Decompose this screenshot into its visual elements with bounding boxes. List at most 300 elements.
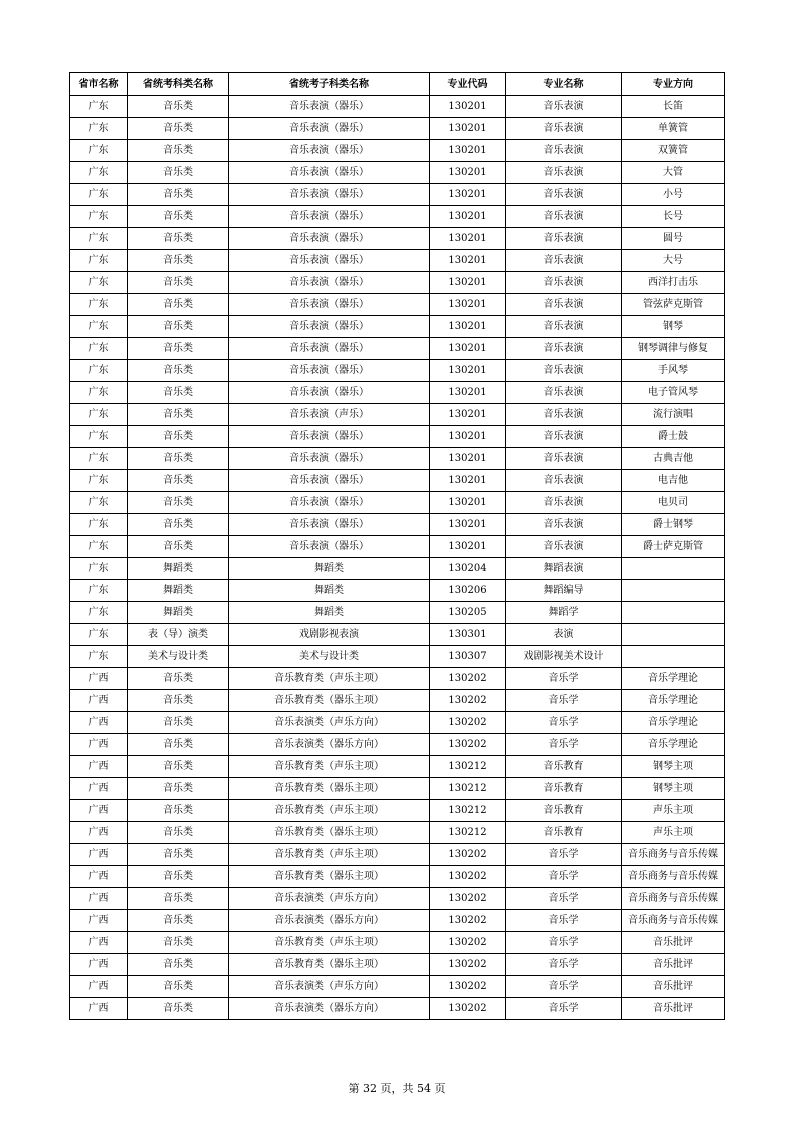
major-code-cell: 130202	[430, 712, 506, 734]
major-direction-cell: 声乐主项	[622, 800, 725, 822]
category-cell: 音乐类	[128, 822, 229, 844]
category-cell: 音乐类	[128, 734, 229, 756]
subcategory-cell: 音乐教育类（器乐主项）	[229, 690, 430, 712]
subcategory-cell: 音乐表演（器乐）	[229, 382, 430, 404]
subcategory-cell: 音乐表演（器乐）	[229, 492, 430, 514]
major-direction-cell: 管弦萨克斯管	[622, 294, 725, 316]
province-cell: 广东	[70, 272, 128, 294]
category-cell: 音乐类	[128, 96, 229, 118]
major-code-cell: 130212	[430, 756, 506, 778]
major-direction-cell: 音乐批评	[622, 932, 725, 954]
category-cell: 音乐类	[128, 382, 229, 404]
table-row	[70, 448, 725, 470]
major-code-cell: 130201	[430, 140, 506, 162]
major-code-cell: 130201	[430, 228, 506, 250]
col-header-major-code: 专业代码	[430, 73, 506, 96]
subcategory-cell: 音乐表演类（器乐方向）	[229, 910, 430, 932]
subcategory-cell: 音乐表演（器乐）	[229, 470, 430, 492]
major-code-cell: 130202	[430, 954, 506, 976]
province-cell: 广西	[70, 690, 128, 712]
table-row	[70, 888, 725, 910]
major-direction-cell: 音乐商务与音乐传媒	[622, 888, 725, 910]
table-row	[70, 184, 725, 206]
category-cell: 音乐类	[128, 448, 229, 470]
major-direction-cell: 音乐商务与音乐传媒	[622, 866, 725, 888]
major-code-cell: 130202	[430, 932, 506, 954]
major-direction-cell	[622, 602, 725, 624]
province-cell: 广东	[70, 558, 128, 580]
major-name-cell: 音乐表演	[506, 118, 622, 140]
subcategory-cell: 音乐表演（器乐）	[229, 294, 430, 316]
province-cell: 广西	[70, 756, 128, 778]
category-cell: 音乐类	[128, 118, 229, 140]
table-row	[70, 118, 725, 140]
province-cell: 广西	[70, 976, 128, 998]
province-cell: 广东	[70, 162, 128, 184]
subcategory-cell: 音乐表演（器乐）	[229, 228, 430, 250]
major-name-cell: 表演	[506, 624, 622, 646]
major-direction-cell: 钢琴	[622, 316, 725, 338]
category-cell: 舞蹈类	[128, 580, 229, 602]
major-code-cell: 130202	[430, 734, 506, 756]
major-name-cell: 音乐学	[506, 976, 622, 998]
subcategory-cell: 音乐教育类（声乐主项）	[229, 800, 430, 822]
major-name-cell: 音乐表演	[506, 470, 622, 492]
major-name-cell: 音乐表演	[506, 426, 622, 448]
table-row	[70, 492, 725, 514]
major-code-cell: 130212	[430, 822, 506, 844]
table-row	[70, 250, 725, 272]
province-cell: 广东	[70, 140, 128, 162]
table-row	[70, 976, 725, 998]
major-direction-cell: 电吉他	[622, 470, 725, 492]
category-cell: 音乐类	[128, 756, 229, 778]
province-cell: 广西	[70, 668, 128, 690]
major-name-cell: 音乐学	[506, 844, 622, 866]
major-code-cell: 130201	[430, 206, 506, 228]
major-name-cell: 舞蹈学	[506, 602, 622, 624]
major-name-cell: 音乐教育	[506, 778, 622, 800]
table-row	[70, 206, 725, 228]
table-row	[70, 690, 725, 712]
table-row	[70, 338, 725, 360]
table-body	[70, 96, 725, 1020]
major-direction-cell: 音乐学理论	[622, 690, 725, 712]
province-cell: 广西	[70, 888, 128, 910]
province-cell: 广西	[70, 712, 128, 734]
major-direction-cell: 爵士钢琴	[622, 514, 725, 536]
table-row	[70, 646, 725, 668]
province-cell: 广东	[70, 536, 128, 558]
category-cell: 音乐类	[128, 910, 229, 932]
category-cell: 音乐类	[128, 954, 229, 976]
major-code-cell: 130202	[430, 888, 506, 910]
table-row	[70, 162, 725, 184]
table-row	[70, 932, 725, 954]
subcategory-cell: 音乐表演类（器乐方向）	[229, 734, 430, 756]
province-cell: 广西	[70, 822, 128, 844]
major-code-cell: 130201	[430, 338, 506, 360]
province-cell: 广西	[70, 800, 128, 822]
major-code-cell: 130301	[430, 624, 506, 646]
category-cell: 舞蹈类	[128, 558, 229, 580]
major-code-cell: 130201	[430, 272, 506, 294]
major-code-cell: 130202	[430, 844, 506, 866]
major-code-cell: 130201	[430, 96, 506, 118]
col-header-subcategory: 省统考子科类名称	[229, 73, 430, 96]
province-cell: 广西	[70, 998, 128, 1020]
major-direction-cell: 音乐批评	[622, 954, 725, 976]
major-direction-cell: 大管	[622, 162, 725, 184]
major-name-cell: 音乐表演	[506, 96, 622, 118]
subcategory-cell: 音乐表演（器乐）	[229, 360, 430, 382]
province-cell: 广东	[70, 184, 128, 206]
major-name-cell: 音乐表演	[506, 382, 622, 404]
major-direction-cell: 音乐商务与音乐传媒	[622, 844, 725, 866]
subcategory-cell: 音乐教育类（声乐主项）	[229, 932, 430, 954]
major-direction-cell	[622, 646, 725, 668]
province-cell: 广东	[70, 316, 128, 338]
major-name-cell: 音乐学	[506, 712, 622, 734]
major-direction-cell: 钢琴主项	[622, 778, 725, 800]
province-cell: 广东	[70, 96, 128, 118]
subcategory-cell: 舞蹈类	[229, 558, 430, 580]
major-direction-cell: 音乐学理论	[622, 668, 725, 690]
table-header-row	[70, 73, 725, 96]
major-name-cell: 音乐表演	[506, 228, 622, 250]
major-code-cell: 130201	[430, 492, 506, 514]
province-cell: 广东	[70, 118, 128, 140]
table-row	[70, 800, 725, 822]
table-row	[70, 272, 725, 294]
major-name-cell: 音乐表演	[506, 360, 622, 382]
table-row	[70, 954, 725, 976]
table-row	[70, 734, 725, 756]
subcategory-cell: 音乐表演（器乐）	[229, 162, 430, 184]
province-cell: 广东	[70, 294, 128, 316]
category-cell: 美术与设计类	[128, 646, 229, 668]
table-row	[70, 756, 725, 778]
category-cell: 音乐类	[128, 800, 229, 822]
major-name-cell: 音乐表演	[506, 536, 622, 558]
province-cell: 广东	[70, 228, 128, 250]
major-direction-cell: 长笛	[622, 96, 725, 118]
major-code-cell: 130201	[430, 426, 506, 448]
category-cell: 音乐类	[128, 206, 229, 228]
subcategory-cell: 音乐教育类（声乐主项）	[229, 668, 430, 690]
col-header-category: 省统考科类名称	[128, 73, 229, 96]
province-cell: 广东	[70, 426, 128, 448]
major-direction-cell	[622, 580, 725, 602]
table-row	[70, 998, 725, 1020]
table-row	[70, 140, 725, 162]
table-row	[70, 294, 725, 316]
table-row	[70, 580, 725, 602]
category-cell: 音乐类	[128, 162, 229, 184]
subcategory-cell: 音乐表演类（器乐方向）	[229, 998, 430, 1020]
major-direction-cell: 大号	[622, 250, 725, 272]
province-cell: 广东	[70, 470, 128, 492]
table-row	[70, 426, 725, 448]
subcategory-cell: 音乐表演（器乐）	[229, 184, 430, 206]
major-name-cell: 音乐表演	[506, 184, 622, 206]
table-row	[70, 316, 725, 338]
subcategory-cell: 音乐表演类（声乐方向）	[229, 976, 430, 998]
table-row	[70, 822, 725, 844]
major-name-cell: 音乐教育	[506, 756, 622, 778]
major-name-cell: 音乐学	[506, 910, 622, 932]
table-row	[70, 536, 725, 558]
category-cell: 表（导）演类	[128, 624, 229, 646]
major-code-cell: 130201	[430, 162, 506, 184]
subcategory-cell: 音乐表演（器乐）	[229, 118, 430, 140]
subcategory-cell: 音乐表演（器乐）	[229, 448, 430, 470]
major-direction-cell: 音乐批评	[622, 976, 725, 998]
category-cell: 音乐类	[128, 514, 229, 536]
province-cell: 广东	[70, 206, 128, 228]
province-cell: 广东	[70, 624, 128, 646]
table-row	[70, 624, 725, 646]
category-cell: 音乐类	[128, 712, 229, 734]
major-name-cell: 音乐表演	[506, 206, 622, 228]
major-name-cell: 音乐表演	[506, 294, 622, 316]
major-code-cell: 130201	[430, 382, 506, 404]
major-code-cell: 130202	[430, 690, 506, 712]
major-code-cell: 130206	[430, 580, 506, 602]
major-name-cell: 音乐学	[506, 888, 622, 910]
major-direction-cell: 音乐学理论	[622, 734, 725, 756]
major-name-cell: 音乐学	[506, 866, 622, 888]
major-direction-cell: 圆号	[622, 228, 725, 250]
major-code-cell: 130201	[430, 360, 506, 382]
major-code-cell: 130202	[430, 976, 506, 998]
province-cell: 广东	[70, 338, 128, 360]
major-direction-cell: 爵士萨克斯管	[622, 536, 725, 558]
major-name-cell: 音乐学	[506, 998, 622, 1020]
major-code-cell: 130201	[430, 404, 506, 426]
major-direction-cell: 音乐学理论	[622, 712, 725, 734]
major-name-cell: 音乐教育	[506, 822, 622, 844]
table-row	[70, 602, 725, 624]
major-name-cell: 音乐表演	[506, 272, 622, 294]
major-name-cell: 音乐表演	[506, 338, 622, 360]
category-cell: 音乐类	[128, 536, 229, 558]
province-cell: 广西	[70, 844, 128, 866]
major-name-cell: 舞蹈表演	[506, 558, 622, 580]
major-direction-cell: 西洋打击乐	[622, 272, 725, 294]
category-cell: 音乐类	[128, 338, 229, 360]
category-cell: 音乐类	[128, 888, 229, 910]
subcategory-cell: 音乐表演类（声乐方向）	[229, 888, 430, 910]
subcategory-cell: 音乐表演（器乐）	[229, 338, 430, 360]
subcategory-cell: 音乐表演类（声乐方向）	[229, 712, 430, 734]
major-code-cell: 130212	[430, 778, 506, 800]
province-cell: 广东	[70, 602, 128, 624]
major-code-cell: 130201	[430, 536, 506, 558]
major-code-cell: 130202	[430, 998, 506, 1020]
category-cell: 音乐类	[128, 470, 229, 492]
category-cell: 音乐类	[128, 668, 229, 690]
major-direction-cell: 钢琴主项	[622, 756, 725, 778]
subcategory-cell: 音乐表演（器乐）	[229, 536, 430, 558]
major-direction-cell: 小号	[622, 184, 725, 206]
table-row	[70, 514, 725, 536]
table-row	[70, 866, 725, 888]
table-row	[70, 404, 725, 426]
category-cell: 音乐类	[128, 360, 229, 382]
category-cell: 音乐类	[128, 844, 229, 866]
major-name-cell: 音乐教育	[506, 800, 622, 822]
province-cell: 广东	[70, 492, 128, 514]
major-name-cell: 音乐表演	[506, 316, 622, 338]
category-cell: 音乐类	[128, 316, 229, 338]
category-cell: 音乐类	[128, 998, 229, 1020]
subcategory-cell: 音乐表演（器乐）	[229, 250, 430, 272]
major-direction-cell: 单簧管	[622, 118, 725, 140]
major-direction-cell: 爵士鼓	[622, 426, 725, 448]
major-direction-cell: 流行演唱	[622, 404, 725, 426]
category-cell: 音乐类	[128, 492, 229, 514]
province-cell: 广西	[70, 734, 128, 756]
major-code-cell: 130201	[430, 118, 506, 140]
major-direction-cell: 长号	[622, 206, 725, 228]
province-cell: 广西	[70, 866, 128, 888]
major-direction-cell: 声乐主项	[622, 822, 725, 844]
province-cell: 广西	[70, 778, 128, 800]
province-cell: 广东	[70, 646, 128, 668]
major-code-cell: 130205	[430, 602, 506, 624]
major-direction-cell: 双簧管	[622, 140, 725, 162]
province-cell: 广西	[70, 932, 128, 954]
table-row	[70, 96, 725, 118]
major-code-cell: 130202	[430, 866, 506, 888]
table-row	[70, 470, 725, 492]
subcategory-cell: 戏剧影视表演	[229, 624, 430, 646]
category-cell: 音乐类	[128, 426, 229, 448]
category-cell: 音乐类	[128, 272, 229, 294]
subcategory-cell: 音乐教育类（声乐主项）	[229, 756, 430, 778]
subcategory-cell: 音乐表演（器乐）	[229, 206, 430, 228]
province-cell: 广西	[70, 954, 128, 976]
province-cell: 广东	[70, 514, 128, 536]
major-name-cell: 舞蹈编导	[506, 580, 622, 602]
table-row	[70, 712, 725, 734]
major-code-cell: 130201	[430, 316, 506, 338]
province-cell: 广东	[70, 404, 128, 426]
subcategory-cell: 音乐教育类（器乐主项）	[229, 866, 430, 888]
category-cell: 音乐类	[128, 294, 229, 316]
col-header-major-name: 专业名称	[506, 73, 622, 96]
subcategory-cell: 音乐表演（器乐）	[229, 140, 430, 162]
major-code-cell: 130307	[430, 646, 506, 668]
category-cell: 音乐类	[128, 866, 229, 888]
major-code-cell: 130201	[430, 294, 506, 316]
major-name-cell: 音乐表演	[506, 448, 622, 470]
page-footer: 第 32 页，共 54 页	[348, 1082, 446, 1095]
major-direction-cell: 钢琴调律与修复	[622, 338, 725, 360]
major-direction-cell: 音乐批评	[622, 998, 725, 1020]
subcategory-cell: 音乐教育类（器乐主项）	[229, 778, 430, 800]
major-name-cell: 音乐表演	[506, 514, 622, 536]
major-direction-cell: 电贝司	[622, 492, 725, 514]
table-row	[70, 668, 725, 690]
major-name-cell: 音乐表演	[506, 162, 622, 184]
major-table	[69, 72, 725, 1020]
table-row	[70, 910, 725, 932]
subcategory-cell: 舞蹈类	[229, 602, 430, 624]
major-name-cell: 音乐学	[506, 668, 622, 690]
subcategory-cell: 音乐教育类（器乐主项）	[229, 822, 430, 844]
major-code-cell: 130202	[430, 910, 506, 932]
major-code-cell: 130202	[430, 668, 506, 690]
table-row	[70, 844, 725, 866]
major-name-cell: 音乐学	[506, 954, 622, 976]
category-cell: 音乐类	[128, 250, 229, 272]
category-cell: 音乐类	[128, 184, 229, 206]
major-direction-cell: 手风琴	[622, 360, 725, 382]
major-name-cell: 音乐学	[506, 932, 622, 954]
major-name-cell: 音乐表演	[506, 140, 622, 162]
table-row	[70, 778, 725, 800]
major-name-cell: 戏剧影视美术设计	[506, 646, 622, 668]
major-name-cell: 音乐表演	[506, 250, 622, 272]
major-name-cell: 音乐表演	[506, 404, 622, 426]
table-row	[70, 360, 725, 382]
major-direction-cell: 音乐商务与音乐传媒	[622, 910, 725, 932]
category-cell: 音乐类	[128, 778, 229, 800]
major-name-cell: 音乐表演	[506, 492, 622, 514]
province-cell: 广东	[70, 250, 128, 272]
province-cell: 广西	[70, 910, 128, 932]
major-direction-cell: 电子管风琴	[622, 382, 725, 404]
subcategory-cell: 音乐表演（器乐）	[229, 514, 430, 536]
category-cell: 音乐类	[128, 690, 229, 712]
major-direction-cell	[622, 624, 725, 646]
province-cell: 广东	[70, 382, 128, 404]
province-cell: 广东	[70, 448, 128, 470]
table-row	[70, 382, 725, 404]
subcategory-cell: 音乐表演（器乐）	[229, 426, 430, 448]
category-cell: 音乐类	[128, 976, 229, 998]
category-cell: 音乐类	[128, 228, 229, 250]
subcategory-cell: 舞蹈类	[229, 580, 430, 602]
table-row	[70, 228, 725, 250]
major-direction-cell: 古典吉他	[622, 448, 725, 470]
subcategory-cell: 音乐表演（器乐）	[229, 272, 430, 294]
major-code-cell: 130201	[430, 470, 506, 492]
category-cell: 音乐类	[128, 140, 229, 162]
category-cell: 舞蹈类	[128, 602, 229, 624]
subcategory-cell: 美术与设计类	[229, 646, 430, 668]
category-cell: 音乐类	[128, 404, 229, 426]
major-direction-cell	[622, 558, 725, 580]
major-name-cell: 音乐学	[506, 734, 622, 756]
major-code-cell: 130201	[430, 250, 506, 272]
province-cell: 广东	[70, 580, 128, 602]
subcategory-cell: 音乐表演（器乐）	[229, 316, 430, 338]
col-header-major-direction: 专业方向	[622, 73, 725, 96]
table-row	[70, 558, 725, 580]
major-code-cell: 130204	[430, 558, 506, 580]
major-code-cell: 130201	[430, 184, 506, 206]
subcategory-cell: 音乐表演（声乐）	[229, 404, 430, 426]
col-header-province: 省市名称	[70, 73, 128, 96]
subcategory-cell: 音乐教育类（器乐主项）	[229, 954, 430, 976]
subcategory-cell: 音乐教育类（声乐主项）	[229, 844, 430, 866]
major-code-cell: 130201	[430, 448, 506, 470]
province-cell: 广东	[70, 360, 128, 382]
major-code-cell: 130212	[430, 800, 506, 822]
